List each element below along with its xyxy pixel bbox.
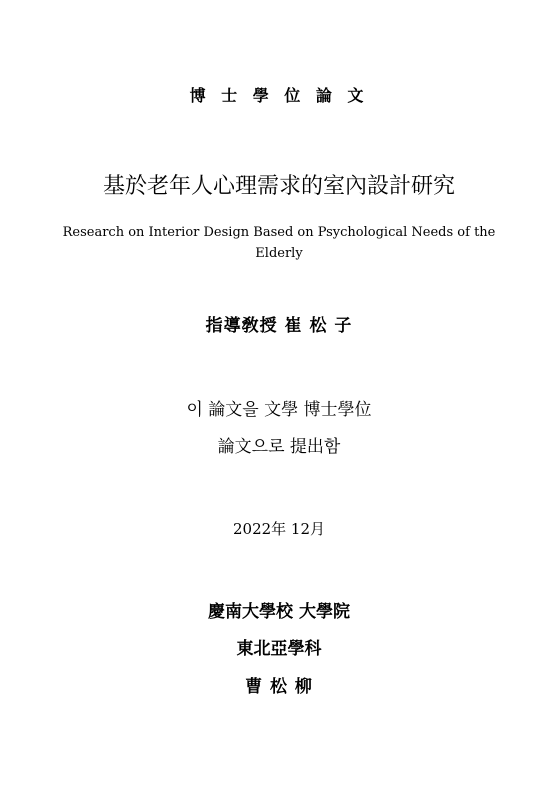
thesis-title-korean: 基於老年人心理需求的室內設計研究 [102,174,455,199]
department-name: 東北亞學科 [236,639,322,659]
advisor-line: 指導敎授 崔 松 子 [205,316,353,336]
submission-statement-line-1: 이 論文을 文學 博士學位 [186,400,372,420]
thesis-title-english: Research on Interior Design Based on Psychological Needs of the Elderly [62,225,496,261]
university-name: 慶南大學校 大學院 [208,602,350,622]
degree-type: 博 士 學 位 論 文 [189,86,369,105]
submission-date: 2022年 12月 [232,520,326,538]
author-name: 曹 松 柳 [245,677,313,697]
submission-statement-line-2: 論文으로 提出함 [217,437,341,457]
